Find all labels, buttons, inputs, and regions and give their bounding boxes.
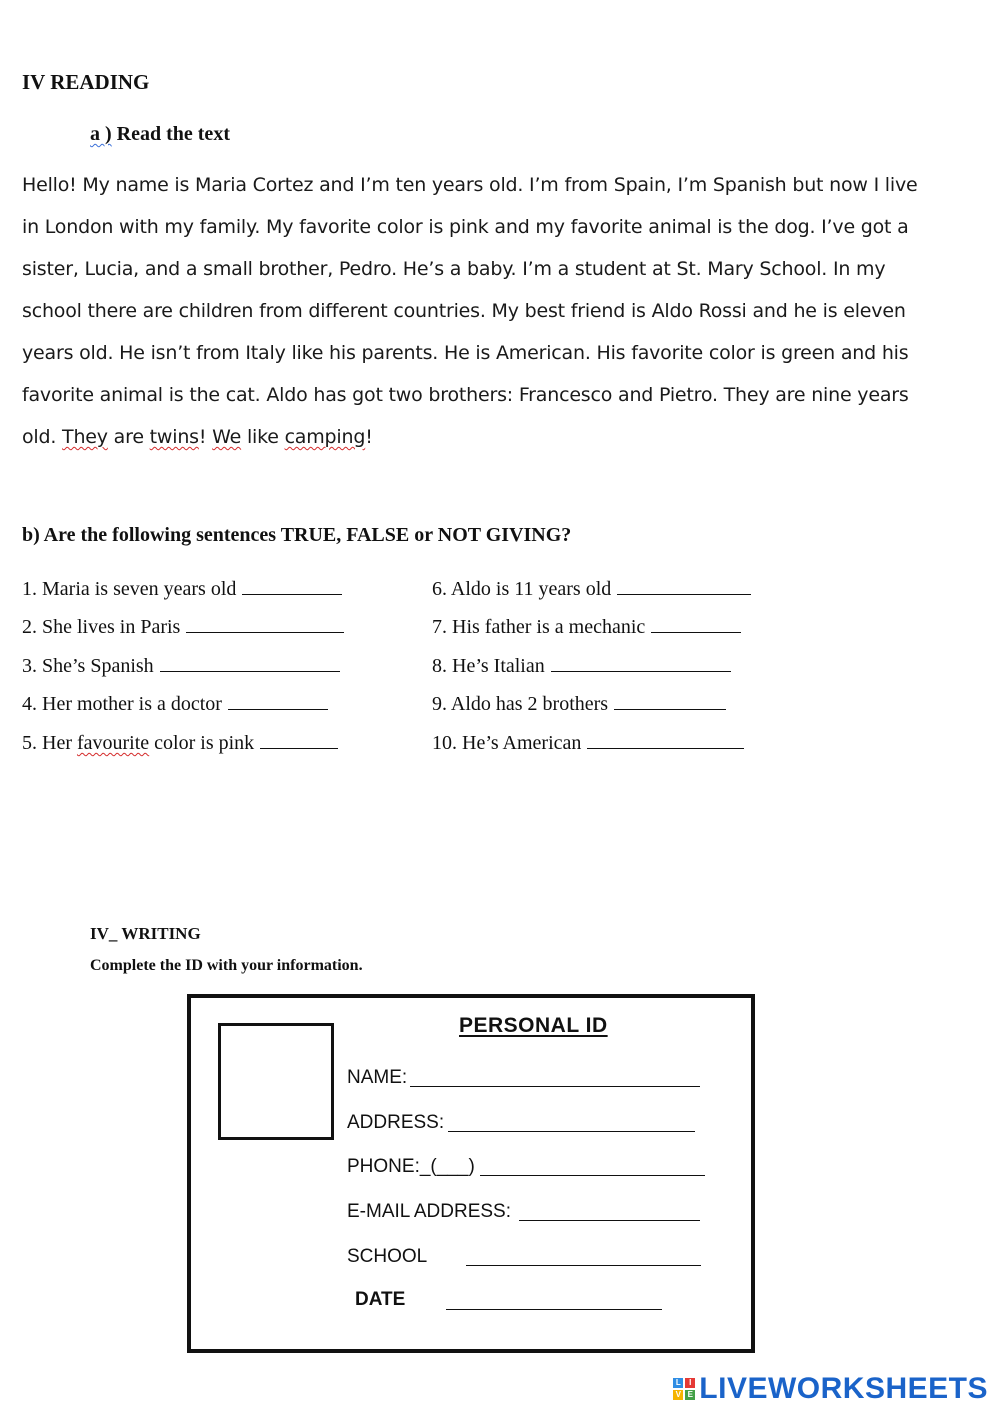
question-7: 7. His father is a mechanic <box>432 614 741 639</box>
field-email-label: E-MAIL ADDRESS: <box>347 1201 512 1222</box>
read-text-heading <box>90 123 230 146</box>
part-a-label: a ) <box>90 123 112 145</box>
question-2: 2. She lives in Paris <box>22 614 344 639</box>
liveworksheets-logo-text: LIVEWORKSHEETS <box>699 1372 988 1405</box>
question-9: 9. Aldo has 2 brothers <box>432 691 726 716</box>
answer-blank-9[interactable] <box>614 691 726 710</box>
liveworksheets-logo-icon: L I V E <box>673 1378 695 1400</box>
passage-line-5: years old. He isn’t from Italy like his parents. He is American. His favorite color is green and his <box>22 342 909 364</box>
field-address-line[interactable] <box>448 1131 695 1132</box>
true-false-heading: b) Are the following sentences TRUE, FALSE or NOT GIVING? <box>22 524 572 546</box>
question-6: 6. Aldo is 11 years old <box>432 576 751 601</box>
question-3: 3. She’s Spanish <box>22 653 340 678</box>
field-name-line[interactable] <box>410 1086 700 1087</box>
field-phone-line[interactable] <box>480 1175 705 1176</box>
part-a-text: Read the text <box>116 123 230 145</box>
field-phone-label: PHONE:_(___) <box>347 1156 475 1177</box>
passage-line-2: in London with my family. My favorite color is pink and my favorite animal is the dog. I’ve got a <box>22 216 909 238</box>
field-name-label: NAME: <box>347 1067 408 1088</box>
answer-blank-8[interactable] <box>551 653 731 672</box>
answer-blank-4[interactable] <box>228 691 328 710</box>
field-date-label: DATE <box>355 1289 406 1310</box>
field-date-line[interactable] <box>446 1309 662 1310</box>
question-1: 1. Maria is seven years old <box>22 576 342 601</box>
answer-blank-1[interactable] <box>242 576 342 595</box>
writing-instruction: Complete the ID with your information. <box>90 957 363 974</box>
field-school-line[interactable] <box>466 1265 701 1266</box>
reading-section-title: IV READING <box>22 70 150 94</box>
field-school-label: SCHOOL <box>347 1246 428 1267</box>
card-title: PERSONAL ID <box>459 1014 608 1037</box>
question-8: 8. He’s Italian <box>432 653 731 678</box>
passage-line-7: old. They are twins! We like camping! <box>22 426 373 448</box>
question-5: 5. Her favourite color is pink <box>22 730 338 755</box>
photo-box[interactable] <box>218 1023 334 1140</box>
question-4: 4. Her mother is a doctor <box>22 691 328 716</box>
answer-blank-2[interactable] <box>186 614 344 633</box>
passage-line-6: favorite animal is the cat. Aldo has got two brothers: Francesco and Pietro. They are nine years <box>22 384 909 406</box>
liveworksheets-logo <box>673 1372 988 1406</box>
question-10: 10. He’s American <box>432 730 744 755</box>
passage-line-1: Hello! My name is Maria Cortez and I’m ten years old. I’m from Spain, I’m Spanish but now I live <box>22 174 918 196</box>
answer-blank-6[interactable] <box>617 576 751 595</box>
passage-line-4: school there are children from different countries. My best friend is Aldo Rossi and he is eleven <box>22 300 906 322</box>
answer-blank-3[interactable] <box>160 653 340 672</box>
answer-blank-10[interactable] <box>587 730 744 749</box>
field-email-line[interactable] <box>519 1220 700 1221</box>
field-address-label: ADDRESS: <box>347 1112 445 1133</box>
passage-line-3: sister, Lucia, and a small brother, Pedro. He’s a baby. I’m a student at St. Mary School. In my <box>22 258 886 280</box>
answer-blank-7[interactable] <box>651 614 741 633</box>
writing-section-title: IV_ WRITING <box>90 924 201 943</box>
answer-blank-5[interactable] <box>260 730 338 749</box>
